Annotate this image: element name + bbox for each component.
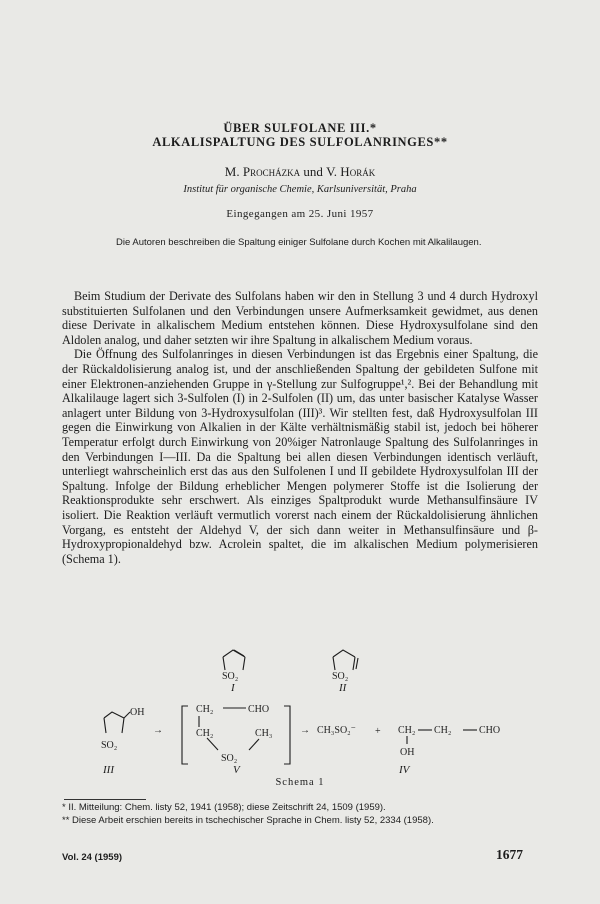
ring-I-left [223,657,225,670]
ring-I-right [243,657,245,670]
ring-I-double [234,650,244,656]
v-cho: CHO [248,704,270,715]
product-ch2-a: CH₂ [398,725,416,736]
author-horak: V. Horák [326,164,376,179]
v-ch2-top: CH₂ [196,704,214,715]
ring-II-left [333,657,335,670]
so2-III: SO₂ [101,740,118,751]
institute: Institut für organische Chemie, Karlsuniversität, Praha [183,184,417,195]
ring-III-top [104,712,124,718]
product-ch2-b: CH₂ [434,725,452,736]
bracket-right [284,706,290,764]
v-ch2-left: CH₂ [196,728,214,739]
author-prochazka: M. Procházka [224,164,301,179]
v-ch3: CH₃ [255,728,273,739]
ring-II-double [356,658,358,669]
footnote-2: ** Diese Arbeit erschien bereits in tschechischer Sprache in Chem. listy 52, 2334 (1958). [62,814,434,826]
scheme-drawing [0,640,600,780]
ring-III-left [104,718,106,733]
received-date: Eingegangen am 25. Juni 1957 [226,208,374,220]
article-title-line1: ÜBER SULFOLANE III.* [223,121,377,135]
page-number: 1677 [496,847,523,862]
plus-sign: + [375,726,381,737]
author-join: und [300,164,327,179]
label-I: I [231,682,235,694]
product-cho: CHO [479,725,501,736]
article-title-line2: ALKALISPALTUNG DES SULFOLANRINGES** [152,135,448,149]
product-oh: OH [400,747,415,758]
authors [0,164,600,180]
scheme-caption: Schema 1 [275,777,325,788]
volume-label: Vol. 24 (1959) [62,852,123,863]
so2-II: SO₂ [332,671,349,682]
footnotes [62,802,538,827]
body-text [62,289,538,566]
bracket-left [182,706,188,764]
footnote-1: * II. Mitteilung: Chem. listy 52, 1941 (1958); diese Zeitschrift 24, 1509 (1959). [62,802,386,813]
bond-v-lower-left [207,738,218,750]
v-so2: SO₂ [221,753,238,764]
label-II: II [339,682,347,694]
ring-II-top [333,650,355,657]
arrow-1: → [153,725,163,736]
methanesulfinate: CH₃SO₂⁻ [317,725,356,736]
ring-II-right [353,657,355,670]
abstract: Die Autoren beschreiben die Spaltung einiger Sulfolane durch Kochen mit Alkalilaugen. [116,237,482,248]
paragraph-1: Beim Studium der Derivate des Sulfolans haben wir den in Stellung 3 und 4 durch Hydroxyl substituierten Sulfolanen und den Verbindungen unsere Aufmerksamkeit gewidmet, aus denen diese Derivate in alkalischem Medium entstehen können. Diese Hydroxysulfolane sind den Aldolen analog, und daher setzten wir ihre Spaltung in alkalischem Medium voraus. [62,289,538,347]
so2-I: SO₂ [222,671,239,682]
label-III: III [103,764,114,776]
label-V: V [233,764,240,776]
oh-III: OH [130,707,145,718]
paragraph-2: Die Öffnung des Sulfolanringes in diesen Verbindungen ist das Ergebnis einer Spaltung, die der Rückaldolisierung analog ist, und der anschließenden Spaltung der gebildeten Sulfone mit einer Elektronen-anziehenden Gruppe in γ-Stellung zur Sulfogruppe¹,². Bei der Behandlung mit Alkalilauge lagert sich 3-Sulfolen (I) in 2-Sulfolen (II) um, das unter basischer Katalyse Wasser anlagert unter Bildung von 3-Hydroxysulfolan (III)³. Wir stellten fest, daß Hydroxysulfolan III gegen die Einwirkung von Alkalien in der Kälte verhältnismäßig stabil ist, jedoch bei höherer Temperatur erfolgt durch Einwirkung von 20%iger Natronlauge Spaltung des Sulfolanringes in den Verbindungen I—III. Da die Spaltung bei allen diesen Verbindungen identisch verläuft, unterliegt wahrscheinlich erst das aus den Sulfolenen I und II gebildete Hydroxysulfolan III der Spaltung. Infolge der Bildung erheblicher Mengen polymerer Stoffe ist die Isolierung der Reaktionsprodukte sehr erschwert. Als einziges Spaltprodukt wurde Methansulfinsäure IV isoliert. Die Reaktion verläuft vermutlich vorerst nach einem der Rückaldolisierung ähnlichen Vorgang, es entsteht der Aldehyd V, der sich dann weiter in Methansulfinsäure und β-Hydroxypropionaldehyd bzw. Acrolein spaltet, die im alkalischen Medium polymerisieren (Schema 1). [62,347,538,566]
footnote-rule [64,799,146,800]
ring-III-right [122,718,124,733]
label-IV: IV [399,764,410,776]
bond-v-lower-right [249,739,259,750]
ring-I-top [223,650,245,657]
reaction-scheme [0,640,600,800]
arrow-2: → [300,725,310,736]
